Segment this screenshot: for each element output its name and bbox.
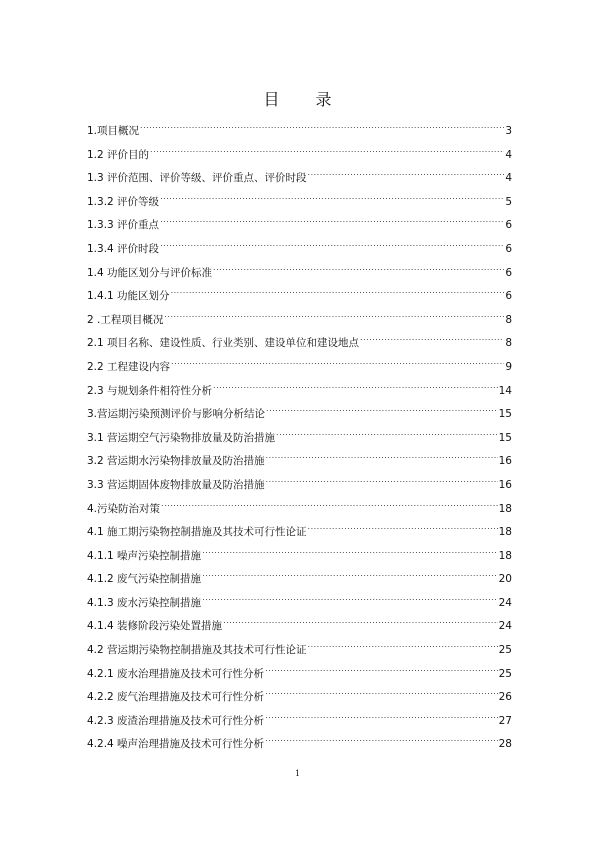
dot-leader [171,285,505,299]
toc-entry-label: 4.2 营运期污染物控制措施及其技术可行性论证 [87,644,307,657]
dot-leader [266,403,498,417]
toc-entry-page: 27 [498,714,512,727]
toc-entry[interactable] [87,498,512,522]
toc-entry[interactable] [87,568,512,592]
toc-entry-label: 4.1.1 噪声污染控制措施 [87,549,202,562]
toc-entry-label: 1.4.1 功能区划分 [87,290,170,303]
toc-entry[interactable] [87,167,512,191]
toc-entry-page: 8 [505,337,512,350]
toc-entry-page: 26 [498,691,512,704]
toc-entry-label: 2.1 项目名称、建设性质、行业类别、建设单位和建设地点 [87,337,360,350]
toc-entry-page: 4 [505,148,512,161]
dot-leader [265,733,498,747]
toc-entry-page: 18 [498,526,512,539]
dot-leader [164,309,504,323]
toc-entry-page: 16 [498,478,512,491]
dot-leader [202,568,498,582]
toc-entry-label: 4.1 施工期污染物控制措施及其技术可行性论证 [87,526,307,539]
toc-entry[interactable] [87,545,512,569]
dot-leader [160,191,504,205]
toc-entry-page: 9 [505,360,512,373]
toc-entry[interactable] [87,309,512,333]
dot-leader [202,545,498,559]
toc-entry-label: 2 .工程项目概况 [87,313,164,326]
toc-entry-label: 2.3 与规划条件相符性分析 [87,384,213,397]
toc-entry-label: 1.2 评价目的 [87,148,150,161]
toc-entry[interactable] [87,710,512,734]
toc-entry-page: 25 [498,644,512,657]
toc-entry-label: 1.3.4 评价时段 [87,242,160,255]
toc-entry-page: 18 [498,502,512,515]
dot-leader [202,592,498,606]
toc-entry[interactable] [87,663,512,687]
toc-entry-page: 25 [498,667,512,680]
dot-leader [265,663,498,677]
toc-entry[interactable] [87,214,512,238]
toc-title: 目 录 [263,90,342,109]
dot-leader [308,639,498,653]
dot-leader [265,686,498,700]
toc-entry[interactable] [87,403,512,427]
toc-entry-label: 3.营运期污染预测评价与影响分析结论 [87,408,266,421]
toc-entry[interactable] [87,285,512,309]
dot-leader [160,214,504,228]
toc-entry-label: 4.1.2 废气污染控制措施 [87,573,202,586]
toc-entry[interactable] [87,262,512,286]
toc-entry-label: 4.污染防治对策 [87,502,161,515]
toc-entry-label: 4.2.1 废水治理措施及技术可行性分析 [87,667,265,680]
dot-leader [150,144,504,158]
dot-leader [213,380,498,394]
dot-leader [266,474,498,488]
toc-entry[interactable] [87,733,512,757]
toc-entry-page: 6 [505,242,512,255]
dot-leader [308,521,498,535]
toc-entry-label: 3.3 营运期固体废物排放量及防治措施 [87,478,265,491]
toc-entry-label: 1.3.3 评价重点 [87,219,160,232]
toc-entry-page: 8 [505,313,512,326]
toc-entry-label: 4.2.3 废渣治理措施及技术可行性分析 [87,714,265,727]
toc-entry-label: 4.1.3 废水污染控制措施 [87,596,202,609]
toc-entry-page: 15 [498,431,512,444]
toc-entry-page: 15 [498,408,512,421]
dot-leader [223,615,498,629]
toc-entry[interactable] [87,592,512,616]
toc-entry-label: 4.1.4 装修阶段污染处置措施 [87,620,223,633]
page-number: 1 [294,769,301,778]
dot-leader [265,710,498,724]
toc-entry[interactable] [87,120,512,144]
toc-entry-label: 1.3.2 评价等级 [87,195,160,208]
toc-entry-page: 4 [505,172,512,185]
toc-entry-page: 14 [498,384,512,397]
toc-entry-page: 28 [498,738,512,751]
toc-entry[interactable] [87,427,512,451]
dot-leader [140,120,504,134]
toc-entry[interactable] [87,474,512,498]
toc-entry-page: 3 [505,125,512,137]
toc-entry[interactable] [87,686,512,710]
dot-leader [171,356,504,370]
toc-entry-page: 6 [505,290,512,303]
toc-entry-page: 5 [505,195,512,208]
toc-entry-page: 24 [498,596,512,609]
toc-entry[interactable] [87,332,512,356]
dot-leader [308,167,505,181]
toc-entry[interactable] [87,521,512,545]
toc-entry-page: 6 [505,219,512,232]
dot-leader [266,450,498,464]
toc-list [87,120,512,757]
toc-entry[interactable] [87,380,512,404]
dot-leader [160,238,504,252]
dot-leader [360,332,504,346]
toc-entry[interactable] [87,144,512,168]
toc-entry[interactable] [87,356,512,380]
toc-entry[interactable] [87,450,512,474]
toc-entry-label: 2.2 工程建设内容 [87,360,171,373]
toc-entry[interactable] [87,639,512,663]
toc-entry-label: 3.1 营运期空气污染物排放量及防治措施 [87,431,276,444]
toc-entry-label: 4.2.4 噪声治理措施及技术可行性分析 [87,738,265,751]
toc-entry-label: 1.4 功能区划分与评价标准 [87,266,213,279]
toc-entry[interactable] [87,191,512,215]
dot-leader [213,262,504,276]
toc-entry-label: 4.2.2 废气治理措施及技术可行性分析 [87,691,265,704]
toc-entry[interactable] [87,615,512,639]
dot-leader [161,498,498,512]
toc-entry-page: 16 [498,455,512,468]
toc-entry-page: 20 [498,573,512,586]
toc-entry-page: 18 [498,549,512,562]
dot-leader [276,427,498,441]
toc-entry[interactable] [87,238,512,262]
toc-entry-page: 6 [505,266,512,279]
toc-entry-page: 24 [498,620,512,633]
toc-entry-label: 3.2 营运期水污染物排放量及防治措施 [87,455,265,468]
toc-entry-label: 1.3 评价范围、评价等级、评价重点、评价时段 [87,172,307,185]
toc-entry-label: 1.项目概况 [87,125,140,137]
